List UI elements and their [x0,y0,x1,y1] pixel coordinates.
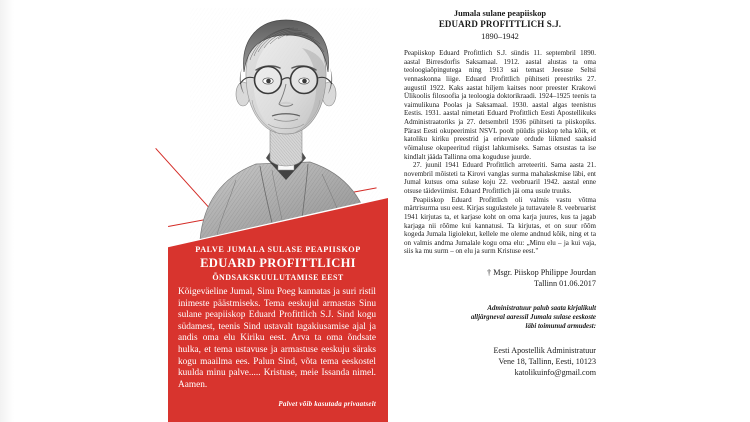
bio-title-line-3: 1890–1942 [481,31,519,41]
signature-block [404,267,596,289]
prayer-usage-note: Palvet võib kasutada privaatselt [278,400,376,408]
banner-line-1: PALVE JUMALA SULASE PEAPIISKOP [195,245,361,254]
signature-place-date: Tallinn 01.06.2017 [534,279,596,289]
signature-name: † Msgr. Piiskop Philippe Jourdan [487,268,596,277]
biography-paragraph: Peapiiskop Eduard Profittlich S.J. sündis 11. septembril 1890. aastal Birresdorfis Saksamaal. 1912. aastal alustas ta oma teoloogiaõpingutega ning 1913 sai temast Jeesuse Seltsi vennaskonna liige. Eduard Profittlich pühitseti preestriks 27. augustil 1922. Kaks aastat hiljem kaitses noor preester Krakowi Ülikoolis filosoofia ja teoloogia doktorikraadi. 1924–1925 teenis ta vaimulikuna Poolas ja Saksamaal. 1930. aastal algas teenistus Eestis. 1931. aastal nimetati Eduard Profittlich Eesti Apostellikuks Administraatoriks ja 27. detsembril 1936 pühitseti ta piiskopiks. Pärast Eesti okupeerimist NSVL poolt püüdis piiskop teha kõik, et katoliku kiriku preestrid ja erinevate ordude liikmed saaksid võimaluse okupeeritud riigist lahkumiseks. Samas otsustas ta ise kindlalt jääda Tallinna oma koguduse juurde. [404,49,596,161]
admin-note-line-2: alljärgneval aaressil Jumala sulase eeskoste [470,314,596,322]
prayer-text: Kõigeväeline Jumal, Sinu Poeg kannatas ja suri ristil inimeste päästmiseks. Tema eeskujul armastas Sinu sulane peapiiskop Eduard Profittlich S.J. Sind kogu südamest, teenis Sind ustavalt tagakiusamise ajal ja andis oma elu Kiriku eest. Arva ta oma õndsate hulka, et tema ustavuse ja armastuse eeskuju säraks kogu maailma ees. Palun Sind, võta tema eeskostel kuulda minu palve..... Kristuse, meie Issanda nimel. Aamen. [178,287,376,390]
prayer-banner-heading [176,244,380,283]
bio-title-line-1: Jumala sulane peapiiskop [453,9,547,18]
admin-note-line-3: läbi toimunud armudest: [525,323,596,331]
administrator-note [404,304,596,331]
bio-title-line-2: EDUARD PROFITTLICH S.J. [438,19,562,29]
banner-line-2: EDUARD PROFITTLICHI [200,256,356,270]
contact-address: Vene 18, Tallinn, Eesti, 10123 [498,357,596,367]
biography-paragraph: 27. juunil 1941 Eduard Profittlich arreteeriti. Sama aasta 21. novembril mõisteti ta Kirovi vanglas surma mahalaskmise läbi, ent Jumal kutsus oma sulase koju 22. veebruaril 1942. aastal enne otsuse täideviimist. Eduard Profittlich jäi oma usule truuks. [404,161,596,195]
contact-organisation: Eesti Apostellik Administratuur [493,346,596,356]
biography-title [404,0,596,42]
biography-paragraph: Peapiiskop Eduard Profittlich oli valmis vastu võtma märtrisurma usu eest. Kirjas sugulastele ja tuttavatele 8. veebruarist 1941 kirjutas ta, et karjase koht on oma karja juures, kus ta jagab karjaga nii rõõme kui kannatusi. Ta kirjutas, et on suur rõõm kogeda Jumala ligiolekut, kellele me oleme andnud kõik, ning et ta on valmis andma Jumalale kogu oma elu: „Minu elu – ja kui vaja, siis ka mu surm – on elu ja surm Kristuse eest." [404,195,596,256]
admin-note-line-1: Administratuur palub saata kirjalikult [487,305,596,313]
contact-block [404,345,596,378]
contact-email: katolikuinfo@gmail.com [514,368,596,378]
banner-line-3: ÕNDSAKSKUULUTAMISE EEST [212,273,344,282]
biography-column [404,0,596,422]
